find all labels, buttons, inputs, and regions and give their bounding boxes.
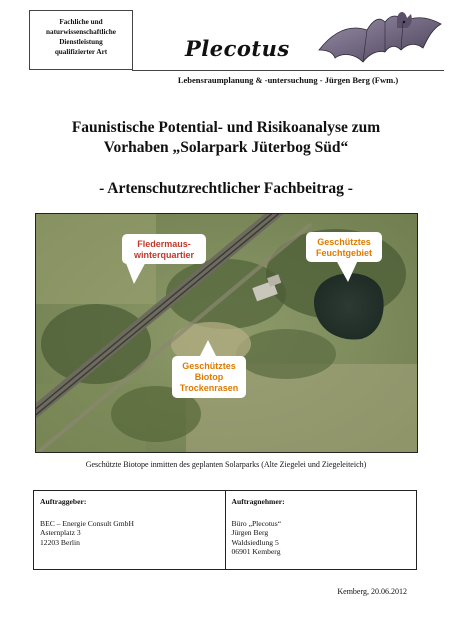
- tagline-line: Fachliche und: [59, 18, 103, 26]
- client-cell: [34, 491, 225, 569]
- label-wetland-line2: Feuchtgebiet: [315, 248, 373, 258]
- label-grass-line1: Geschütztes: [182, 361, 236, 371]
- client-line: 12203 Berlin: [40, 537, 80, 547]
- tagline-line: qualifizierter Art: [54, 48, 108, 56]
- tagline-line: naturwissenschaftliche: [46, 28, 116, 36]
- contractor-line: Büro „Plecotus“: [231, 518, 282, 528]
- contractor-line: 06901 Kemberg: [231, 547, 281, 556]
- company-subtitle: Lebensraumplanung & -untersuchung - Jürgen Berg (Fwm.): [177, 75, 399, 85]
- client-heading: Auftraggeber:: [40, 497, 87, 506]
- parties-table: [33, 490, 417, 570]
- aerial-photo: [35, 213, 418, 453]
- label-grass-line2: Biotop: [194, 372, 224, 382]
- title-line-2: Vorhaben „Solarpark Jüterbog Süd“: [103, 139, 349, 156]
- client-line: Asternplatz 3: [40, 528, 81, 537]
- label-wetland-line1: Geschütztes: [317, 237, 371, 247]
- place-date: Kemberg, 20.06.2012: [337, 587, 407, 596]
- client-line: BEC – Energie Consult GmbH: [40, 518, 134, 528]
- aerial-photo-image: [36, 214, 418, 453]
- document-subtitle: - Artenschutzrechtlicher Fachbeitrag -: [99, 180, 353, 197]
- title-line-1: Faunistische Potential- und Risikoanalyse zum: [71, 119, 381, 136]
- contractor-heading: Auftragnehmer:: [231, 497, 285, 506]
- label-grass-line3: Trockenrasen: [179, 383, 239, 393]
- contractor-line: Waldsiedlung 5: [231, 537, 279, 547]
- header-rule: [132, 70, 444, 71]
- label-bat-line1: Fledermaus-: [137, 239, 191, 249]
- label-bat-line2: winterquartier: [133, 250, 195, 260]
- tagline-line: Dienstleistung: [59, 38, 103, 46]
- contractor-cell: [225, 491, 417, 569]
- photo-caption: Geschützte Biotope inmitten des geplanten Solarparks (Alte Ziegelei und Ziegeleiteich): [85, 460, 367, 469]
- document-title: [20, 118, 432, 158]
- tagline-box: [29, 10, 133, 70]
- contractor-line: Jürgen Berg: [231, 528, 269, 537]
- bat-logo-icon: [315, 10, 445, 74]
- brand-name: Plecotus: [185, 36, 290, 61]
